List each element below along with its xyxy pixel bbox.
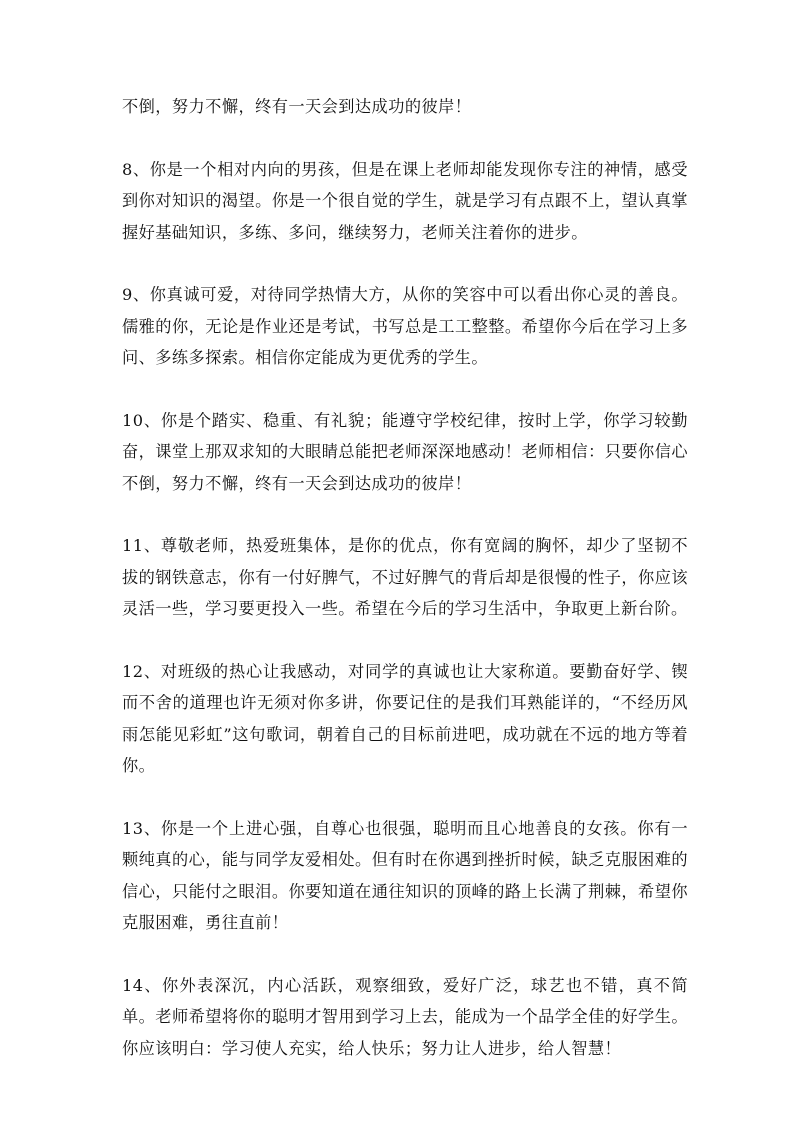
paragraph-continuation: 不倒，努力不懈，终有一天会到达成功的彼岸！ <box>122 97 472 116</box>
paragraph-comment-9: 9、你真诚可爱，对待同学热情大方，从你的笑容中可以看出你心灵的善良。儒雅的你，无论是作业还是考试，书写总是工工整整。希望你今后在学习上多问、多练多探索。相信你定能成为更优秀的学生。 <box>122 285 688 367</box>
paragraph-comment-12: 12、对班级的热心让我感动，对同学的真诚也让大家称道。要勤奋好学、锲而不舍的道理也许无须对你多讲，你要记住的是我们耳熟能详的，“不经历风雨怎能见彩虹”这句歌词，朝着自己的目标前进吧，成功就在不远的地方等着你。 <box>122 661 688 775</box>
paragraph-comment-14: 14、你外表深沉，内心活跃，观察细致，爱好广泛，球艺也不错，真不简单。老师希望将你的聪明才智用到学习上去，能成为一个品学全佳的好学生。你应该明白：学习使人充实，给人快乐；努力让人进步，给人智慧！ <box>122 975 688 1058</box>
document-body <box>122 91 688 1064</box>
paragraph-comment-11: 11、尊敬老师，热爱班集体，是你的优点，你有宽阔的胸怀，却少了坚韧不拔的钢铁意志，你有一付好脾气，不过好脾气的背后却是很慢的性子，你应该灵活一些，学习要更投入一些。希望在今后的学习生活中，争取更上新台阶。 <box>122 536 688 618</box>
paragraph-comment-10: 10、你是个踏实、稳重、有礼貌；能遵守学校纪律，按时上学，你学习较勤奋，课堂上那双求知的大眼睛总能把老师深深地感动！老师相信：只要你信心不倒，努力不懈，终有一天会到达成功的彼岸！ <box>122 410 688 493</box>
paragraph-comment-13: 13、你是一个上进心强，自尊心也很强，聪明而且心地善良的女孩。你有一颗纯真的心，能与同学友爱相处。但有时在你遇到挫折时候，缺乏克服困难的信心，只能付之眼泪。你要知道在通往知识的顶峰的路上长满了荆棘，希望你克服困难，勇往直前！ <box>122 818 688 932</box>
paragraph-comment-8: 8、你是一个相对内向的男孩，但是在课上老师却能发现你专注的神情，感受到你对知识的渴望。你是一个很自觉的学生，就是学习有点跟不上，望认真掌握好基础知识，多练、多问，继续努力，老师关注着你的进步。 <box>122 159 688 242</box>
